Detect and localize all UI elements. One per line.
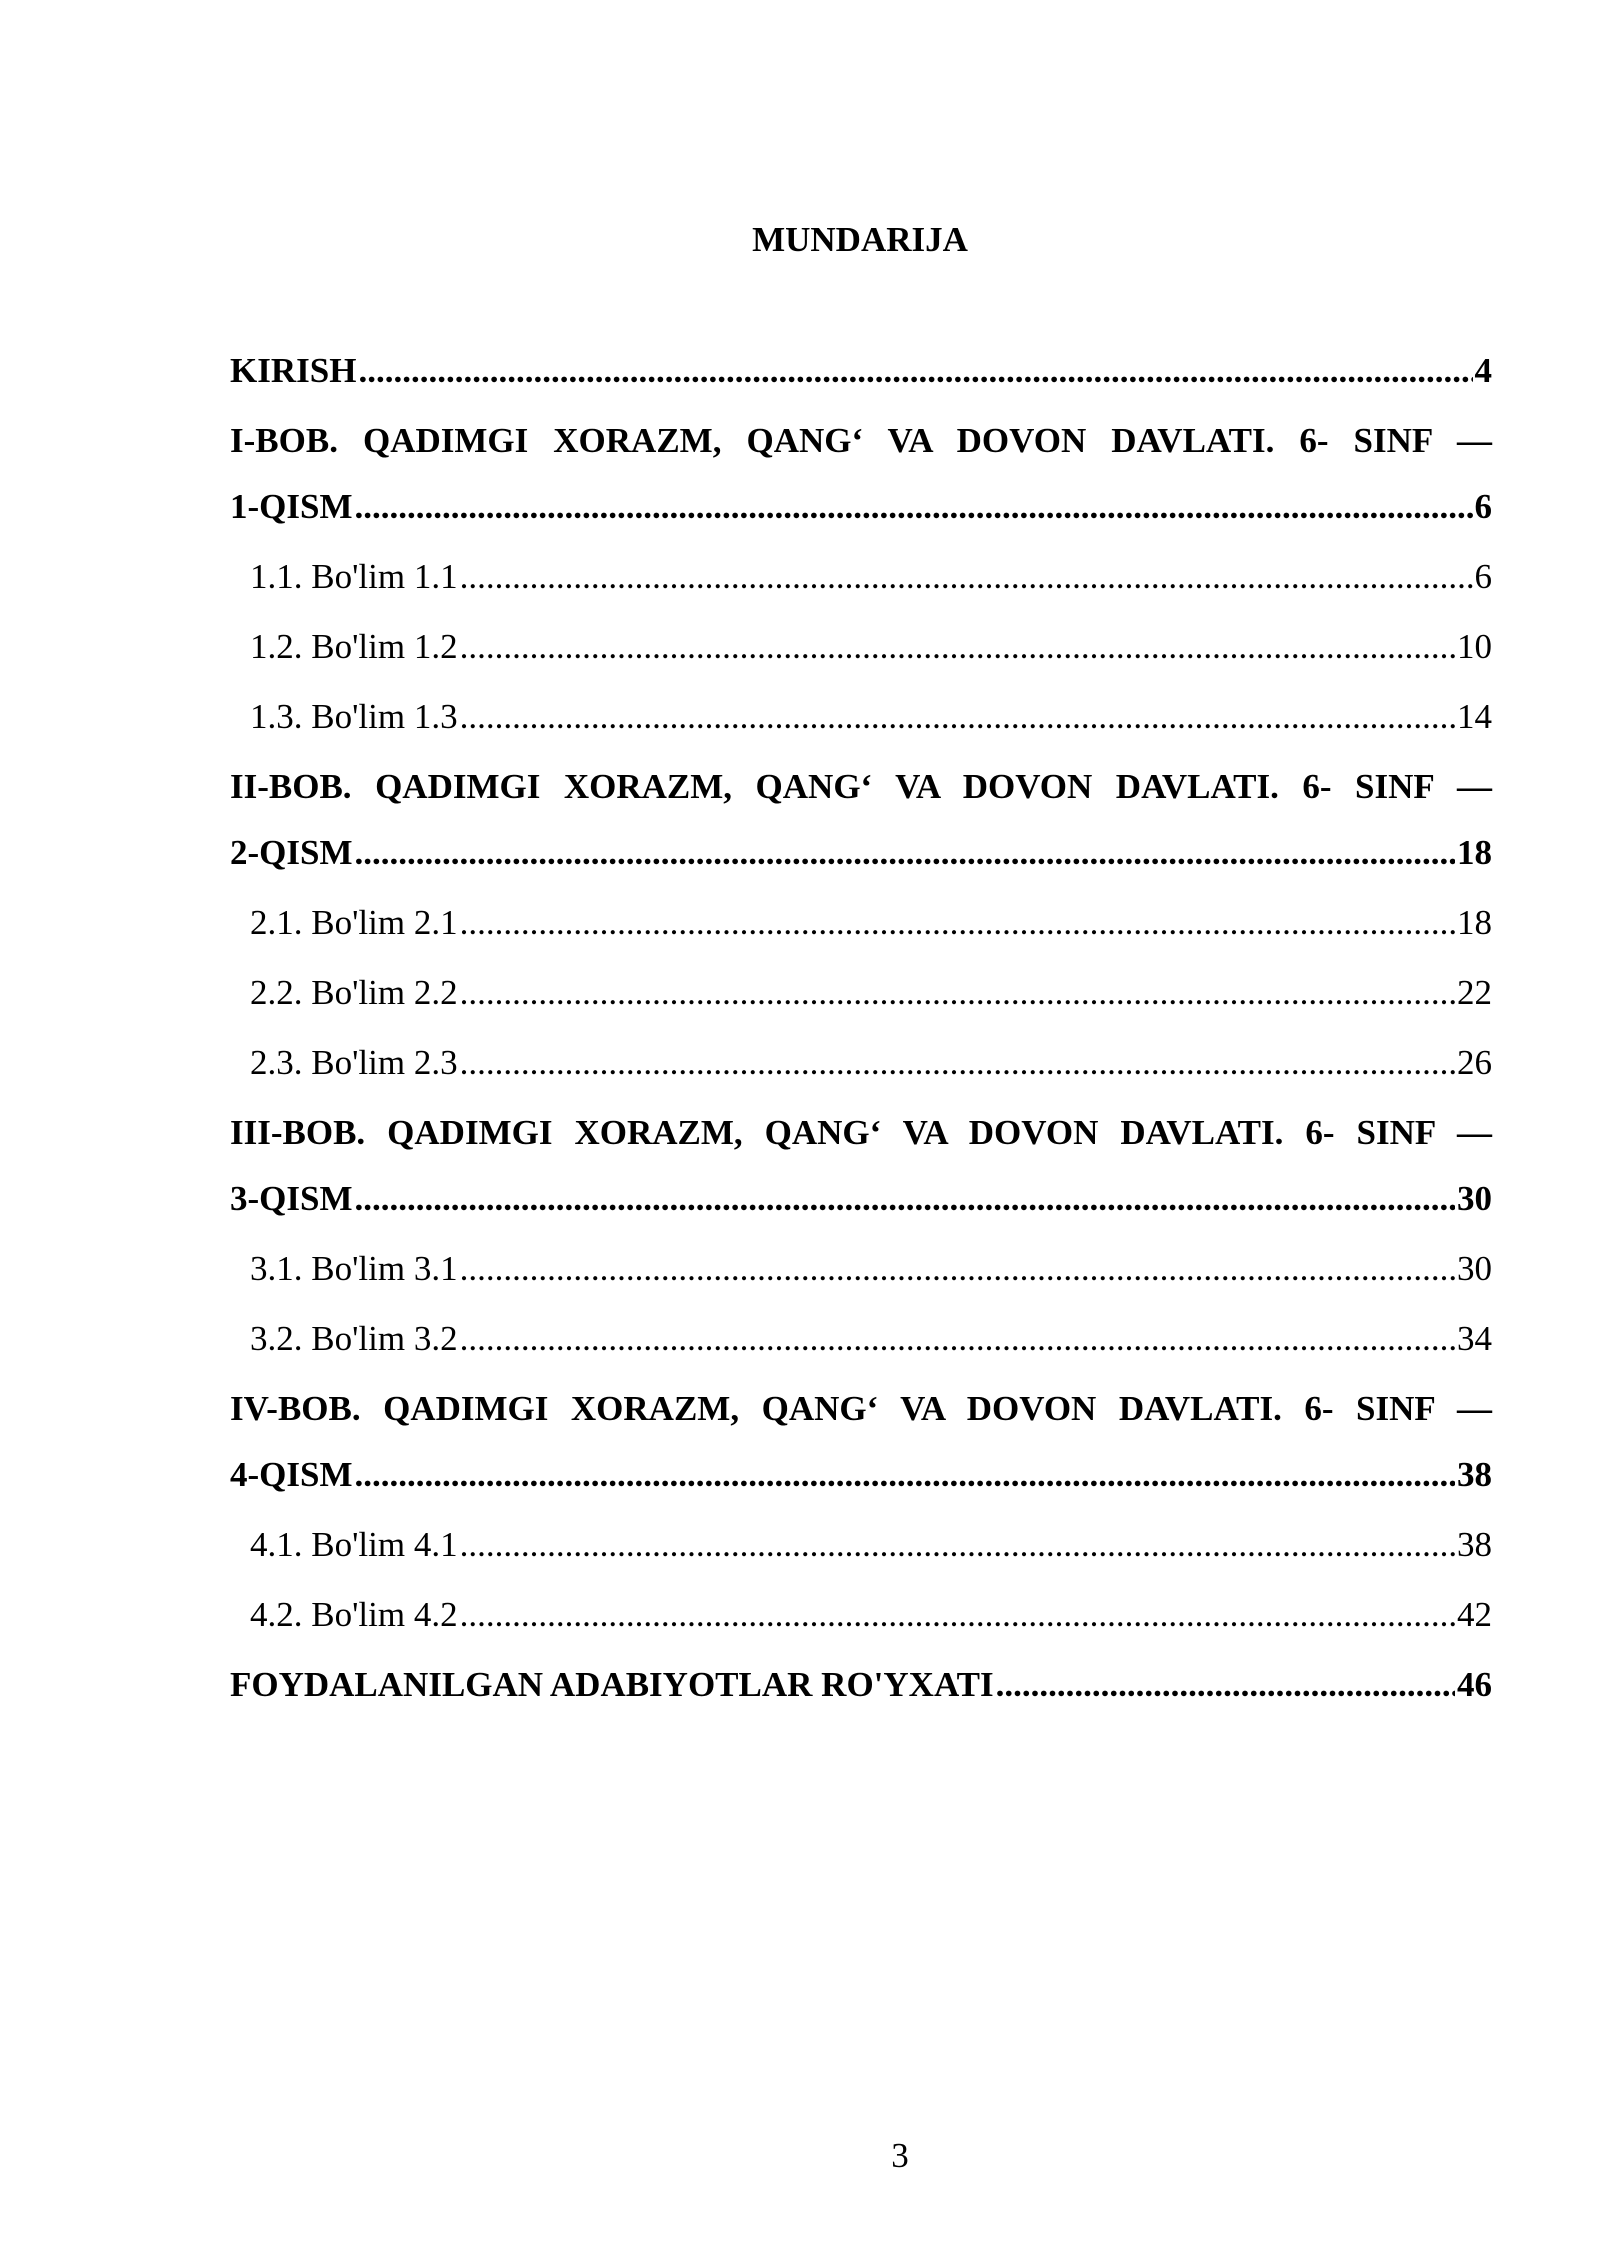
- toc-entry-kirish[interactable]: [230, 349, 1492, 393]
- toc-entry-chapter-1[interactable]: [230, 419, 1492, 529]
- toc-entry-label: 2.1. Bo'lim 2.1: [250, 903, 458, 942]
- dot-leader: [355, 1177, 1456, 1221]
- toc-entry-chapter-4[interactable]: [230, 1387, 1492, 1497]
- dot-leader: [460, 971, 1455, 1015]
- toc-entry-label: 4.2. Bo'lim 4.2: [250, 1595, 458, 1634]
- toc-entry-page: 18: [1457, 833, 1492, 872]
- toc-entry-page: 6: [1474, 487, 1492, 526]
- toc-entry-page: 22: [1457, 973, 1492, 1012]
- toc-entry-section-4-1[interactable]: [230, 1523, 1492, 1567]
- dot-leader: [460, 555, 1473, 599]
- toc-entry-label: 4-QISM: [230, 1455, 353, 1494]
- toc-entry-section-1-3[interactable]: [230, 695, 1492, 739]
- toc-entry-page: 42: [1457, 1595, 1492, 1634]
- toc-title: MUNDARIJA: [752, 220, 968, 259]
- toc-entry-page: 38: [1457, 1525, 1492, 1564]
- dot-leader: [460, 1523, 1455, 1567]
- toc-entry-page: 38: [1457, 1455, 1492, 1494]
- toc-entry-label: 1.2. Bo'lim 1.2: [250, 627, 458, 666]
- dot-leader: [355, 1453, 1456, 1497]
- toc-entry-page: 30: [1457, 1179, 1492, 1218]
- toc-entry-section-4-2[interactable]: [230, 1593, 1492, 1637]
- toc-entry-section-3-2[interactable]: [230, 1317, 1492, 1361]
- toc-chapter-heading: II-BOB. QADIMGI XORAZM, QANG‘ VA DOVON DAVLATI. 6- SINF —: [230, 767, 1492, 806]
- toc-entry-page: 4: [1474, 351, 1492, 390]
- toc-chapter-heading: I-BOB. QADIMGI XORAZM, QANG‘ VA DOVON DAVLATI. 6- SINF —: [230, 421, 1492, 460]
- dot-leader: [460, 901, 1455, 945]
- toc-entry-section-3-1[interactable]: [230, 1247, 1492, 1291]
- toc-entry-page: 10: [1457, 627, 1492, 666]
- dot-leader: [996, 1663, 1455, 1707]
- toc-entry-page: 26: [1457, 1043, 1492, 1082]
- dot-leader: [355, 485, 1473, 529]
- toc-entry-label: 4.1. Bo'lim 4.1: [250, 1525, 458, 1564]
- toc-entry-page: 6: [1474, 557, 1492, 596]
- toc-entry-label: 1.1. Bo'lim 1.1: [250, 557, 458, 596]
- dot-leader: [460, 1041, 1455, 1085]
- toc-entry-section-1-1[interactable]: [230, 555, 1492, 599]
- toc-entry-section-1-2[interactable]: [230, 625, 1492, 669]
- toc-entry-section-2-3[interactable]: [230, 1041, 1492, 1085]
- toc-entry-label: FOYDALANILGAN ADABIYOTLAR RO'YXATI: [230, 1665, 994, 1704]
- toc-chapter-heading: IV-BOB. QADIMGI XORAZM, QANG‘ VA DOVON DAVLATI. 6- SINF —: [230, 1389, 1492, 1428]
- toc-entry-page: 30: [1457, 1249, 1492, 1288]
- toc-entry-page: 18: [1457, 903, 1492, 942]
- toc-entry-section-2-1[interactable]: [230, 901, 1492, 945]
- toc-entry-references[interactable]: [230, 1663, 1492, 1707]
- toc-entry-page: 46: [1457, 1665, 1492, 1704]
- toc-entry-section-2-2[interactable]: [230, 971, 1492, 1015]
- toc-entry-chapter-2[interactable]: [230, 765, 1492, 875]
- dot-leader: [460, 1593, 1455, 1637]
- toc-entry-label: 2-QISM: [230, 833, 353, 872]
- dot-leader: [460, 1317, 1455, 1361]
- dot-leader: [460, 695, 1455, 739]
- toc-chapter-heading: III-BOB. QADIMGI XORAZM, QANG‘ VA DOVON DAVLATI. 6- SINF —: [230, 1113, 1492, 1152]
- toc-entry-page: 34: [1457, 1319, 1492, 1358]
- toc-entry-label: 1-QISM: [230, 487, 353, 526]
- toc-entry-label: KIRISH: [230, 351, 357, 390]
- toc-entry-chapter-3[interactable]: [230, 1111, 1492, 1221]
- toc-entry-label: 1.3. Bo'lim 1.3: [250, 697, 458, 736]
- toc-entry-page: 14: [1457, 697, 1492, 736]
- dot-leader: [358, 349, 1472, 393]
- dot-leader: [460, 1247, 1455, 1291]
- toc-entry-label: 3.1. Bo'lim 3.1: [250, 1249, 458, 1288]
- dot-leader: [355, 831, 1456, 875]
- table-of-contents: [230, 349, 1492, 1733]
- toc-entry-label: 3.2. Bo'lim 3.2: [250, 1319, 458, 1358]
- toc-entry-label: 2.2. Bo'lim 2.2: [250, 973, 458, 1012]
- page-number: 3: [891, 2136, 909, 2175]
- toc-entry-label: 2.3. Bo'lim 2.3: [250, 1043, 458, 1082]
- dot-leader: [460, 625, 1455, 669]
- toc-entry-label: 3-QISM: [230, 1179, 353, 1218]
